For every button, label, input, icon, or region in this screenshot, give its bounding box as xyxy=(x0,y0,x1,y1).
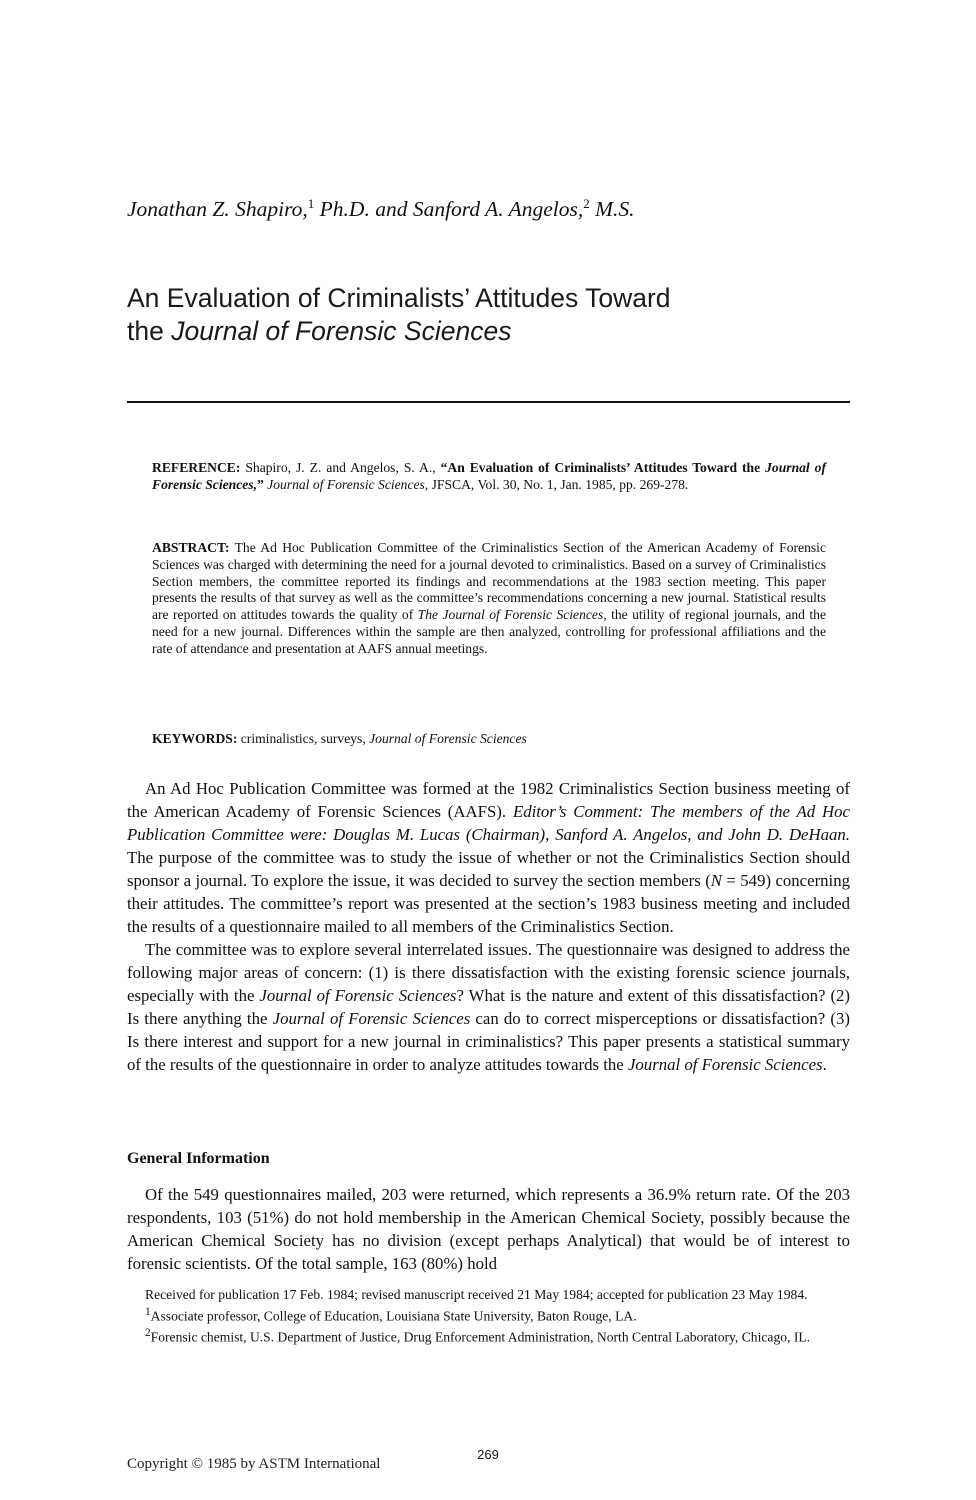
text: Editor’s Comment: The members of the Ad Hoc Publication Committee were: Douglas M. Lucas (Chairman), Sanford A. Angelos, and John D. DeHaan. xyxy=(127,802,850,844)
keywords-label: KEYWORDS: xyxy=(152,731,238,746)
paragraph xyxy=(127,777,850,938)
text: “An Evaluation of Criminalists’ Attitudes Toward the xyxy=(440,460,766,475)
text: . xyxy=(822,1055,827,1074)
text: Associate professor, College of Education, Louisiana State University, Baton Rouge, LA. xyxy=(150,1308,637,1324)
text: Forensic chemist, U.S. Department of Justice, Drug Enforcement Administration, North Central Laboratory, Chicago, IL. xyxy=(150,1329,811,1345)
text: Journal of Forensic Sciences, xyxy=(152,460,826,492)
reference xyxy=(152,460,826,494)
text: N xyxy=(710,871,722,890)
abstract xyxy=(152,540,826,658)
section-heading: General Information xyxy=(127,1150,270,1167)
footnote-mark: 2 xyxy=(583,196,590,211)
text: Journal of Forensic Sciences xyxy=(272,1009,471,1028)
paragraph xyxy=(127,938,850,1076)
paragraph: Of the 549 questionnaires mailed, 203 were returned, which represents a 36.9% return rate. Of the 203 respondents, 103 (51%) do not hold membership in the American Chemical Society, possibly because the American Chemical Society has no division (except perhaps Analytical) that would be of interest to forensic scientists. Of the total sample, 163 (80%) hold xyxy=(127,1185,850,1273)
title-journal: Journal of Forensic Sciences xyxy=(171,316,512,346)
text: , the utility of regional journals, and the need for a new journal. Differences within the sample are then analyzed, controlling for professional affiliations and the rate of attendance and presentation at AAFS annual meetings. xyxy=(152,607,827,656)
author-1: Jonathan Z. Shapiro, xyxy=(127,197,308,222)
footnote-1 xyxy=(127,1304,850,1325)
title-line: the xyxy=(127,316,172,346)
page-number: 269 xyxy=(477,1447,499,1462)
abstract-label: ABSTRACT: xyxy=(152,540,230,555)
text: Journal of Forensic Sciences xyxy=(267,476,425,492)
text: Journal of Forensic Sciences xyxy=(259,986,457,1005)
text: The committee was to explore several interrelated issues. The questionnaire was designed to address the following major areas of concern: (1) is there dissatisfaction with the existing forensic science journals, especially with the xyxy=(127,940,850,1005)
text: can do to correct misperceptions or dissatisfaction? (3) Is there interest and support for a new journal in criminalistics? This paper presents a statistical summary of the results of the questionnaire in order to analyze attitudes towards the xyxy=(127,1009,851,1074)
footnote-mark: 1 xyxy=(307,196,315,211)
author-degree: M.S. xyxy=(589,197,635,222)
title-line: An Evaluation of Criminalists’ Attitudes Toward xyxy=(127,283,671,313)
text: Shapiro, J. Z. and Angelos, S. A., xyxy=(240,460,441,475)
text: An Ad Hoc Publication Committee was formed at the 1982 Criminalistics Section business meeting of the American Academy of Forensic Sciences (AAFS). xyxy=(127,779,850,821)
text: The Journal of Forensic Sciences xyxy=(417,607,604,623)
author-2: Ph.D. and Sanford A. Angelos, xyxy=(314,197,584,222)
text: ” xyxy=(256,476,268,492)
text: , JFSCA, Vol. 30, No. 1, Jan. 1985, pp. 269-278. xyxy=(424,476,689,492)
text: ? What is the nature and extent of this dissatisfaction? (2) Is there anything the xyxy=(127,986,851,1028)
reference-label: REFERENCE: xyxy=(152,460,241,475)
text: Journal of Forensic Sciences xyxy=(627,1055,823,1074)
footnotes xyxy=(127,1287,850,1346)
body-text xyxy=(127,1183,850,1275)
text: The Ad Hoc Publication Committee of the Criminalistics Section of the American Academy of Forensic Sciences was charged with determining the need for a journal devoted to criminalistics. Based on a survey of Criminalistics Section members, the committee reported its findings and recommendations at the 1983 section meeting. This paper presents the results of that survey as well as the committee’s recommendations concerning a new journal. Statistical results are reported on attitudes towards the quality of xyxy=(152,540,826,623)
text: criminalistics, surveys, xyxy=(237,731,370,746)
text: Journal of Forensic Sciences xyxy=(369,731,527,746)
footnote-mark: 2 xyxy=(145,1326,151,1339)
copyright: Copyright © 1985 by ASTM International xyxy=(127,1456,381,1472)
title-rule xyxy=(127,401,850,403)
footnote-mark: 1 xyxy=(145,1305,151,1318)
keywords xyxy=(152,731,826,748)
paper-title xyxy=(127,282,867,348)
authors xyxy=(127,196,635,222)
footnote-2 xyxy=(127,1325,850,1346)
received-note: Received for publication 17 Feb. 1984; revised manuscript received 21 May 1984; accepted for publication 23 May 1984. xyxy=(145,1287,808,1302)
text: The purpose of the committee was to study the issue of whether or not the Criminalistics Section should sponsor a journal. To explore the issue, it was decided to survey the section members ( xyxy=(127,848,850,890)
body-text xyxy=(127,777,850,1076)
text: = 549) concerning their attitudes. The committee’s report was presented at the section’s 1983 business meeting and included the results of a questionnaire mailed to all members of the Criminalistics Section. xyxy=(127,871,850,936)
